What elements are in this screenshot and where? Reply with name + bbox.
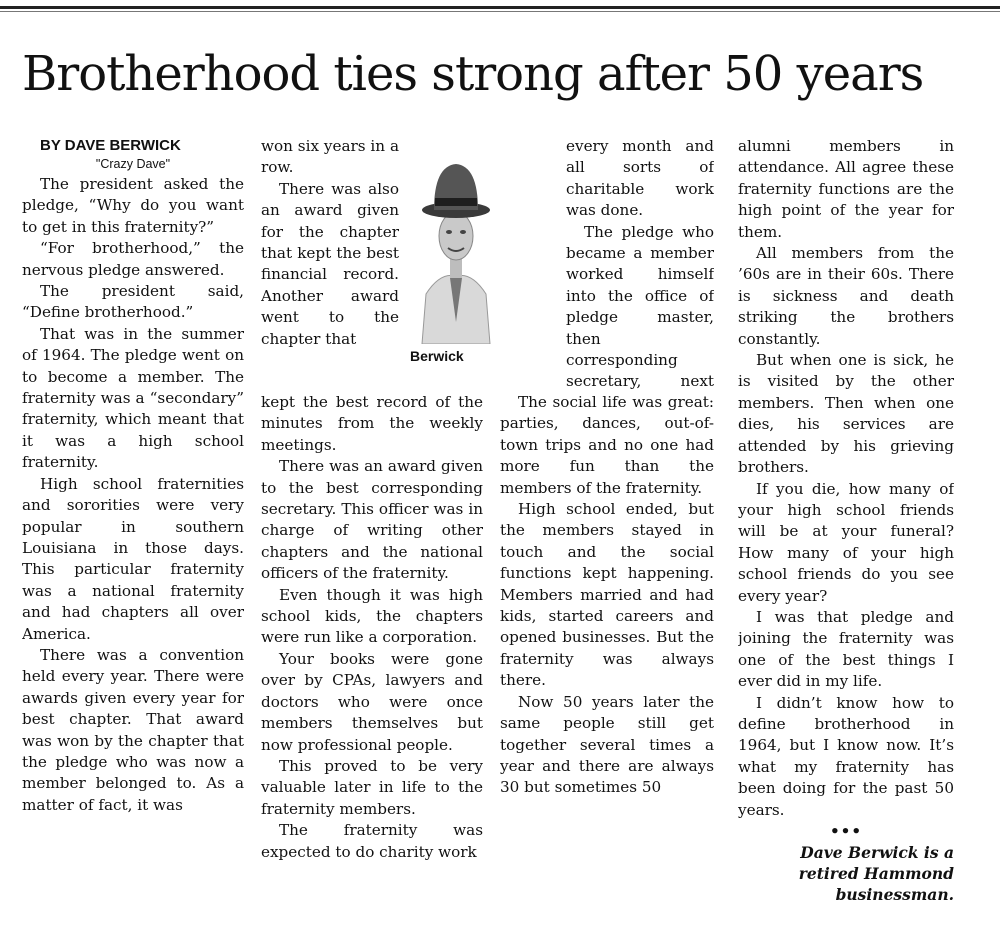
paragraph: The social life was great: parties, dances, out-of-town trips and no one had more fun than the members of the fraternity. — [500, 393, 714, 497]
paragraph: That was in the summer of 1964. The pledge went on to become a member. The fraternity was a “secondary” fraternity, which meant that it was a high school fraternity. — [22, 324, 244, 472]
author-nickname: "Crazy Dave" — [95, 157, 171, 171]
paragraph: The president said, “Define brotherhood.” — [22, 282, 244, 322]
author-photo — [420, 144, 492, 344]
paragraph: High school ended, but the members stayed in touch and the social functions kept happening. Members married and had kids, started careers and opened businesses. But the fraternity was always there. — [500, 500, 714, 690]
column-3-bottom — [500, 392, 714, 906]
paragraph: This proved to be very valuable later in life to the fraternity members. — [261, 756, 483, 818]
paragraph: The president asked the pledge, “Why do you want to get in this fraternity?” — [22, 175, 244, 236]
paragraph: won six years in a row. — [261, 137, 399, 177]
paragraph: The fraternity was expected to do charity work — [261, 821, 483, 861]
paragraph: kept the best record of the minutes from the weekly meetings. — [261, 393, 483, 454]
paragraph: alumni members in attendance. All agree these fraternity functions are the high point of the year for them. — [738, 137, 954, 241]
paragraph: every month and all sorts of charitable work was done. — [566, 137, 714, 220]
paragraph: I was that pledge and joining the fraternity was one of the best things I ever did in my life. — [738, 607, 954, 691]
column-2-top — [261, 136, 399, 392]
paragraph: There was also an award given for the chapter that kept the best financial record. Another award went to the chapter that — [261, 179, 399, 348]
separator: ••• — [829, 822, 863, 840]
paragraph: I didn’t know how to define brotherhood in 1964, but I know now. It’s what my fraternity has been doing for the past 50 years. — [738, 693, 954, 819]
paragraph: Now 50 years later the same people still get together several times a year and there are always 30 but sometimes 50 — [500, 692, 714, 797]
top-rule — [0, 6, 1000, 9]
byline: BY DAVE BERWICK — [40, 137, 181, 154]
paragraph: “For brotherhood,” the nervous pledge answered. — [22, 239, 244, 279]
top-rule-thin — [0, 11, 1000, 12]
photo-caption: Berwick — [410, 348, 464, 364]
column-3-top — [566, 136, 714, 392]
paragraph: High school fraternities and sororities were very popular in southern Louisiana in those days. This particular fraternity was a national fraternity and had chapters all over America. — [22, 474, 244, 643]
column-4 — [738, 136, 954, 906]
paragraph: But when one is sick, he is visited by the other members. Then when one dies, his services are attended by his grieving brothers. — [738, 351, 954, 477]
headline: Brotherhood ties strong after 50 years — [22, 46, 924, 102]
column-1 — [22, 136, 244, 906]
author-note: Dave Berwick is a retired Hammond businessman. — [798, 843, 954, 905]
paragraph: The pledge who became a member worked himself into the office of pledge master, then corresponding secretary, next — [566, 222, 714, 391]
paragraph: Your books were gone over by CPAs, lawyers and doctors who were once members themselves but now professional people. — [261, 649, 483, 754]
paragraph: There was a convention held every year. There were awards given every year for best chapter. That award was won by the chapter that the pledge who was now a member belonged to. As a matter of fact, it was — [22, 645, 244, 814]
column-2-bottom — [261, 392, 483, 906]
paragraph: All members from the ’60s are in their 60s. There is sickness and death striking the brothers constantly. — [738, 244, 954, 348]
paragraph: If you die, how many of your high school friends will be at your funeral? How many of your high school friends do you see every year? — [738, 479, 954, 605]
paragraph: There was an award given to the best corresponding secretary. This officer was in charge of writing other chapters and the national officers of the fraternity. — [261, 457, 483, 583]
paragraph: Even though it was high school kids, the chapters were run like a corporation. — [261, 585, 483, 647]
